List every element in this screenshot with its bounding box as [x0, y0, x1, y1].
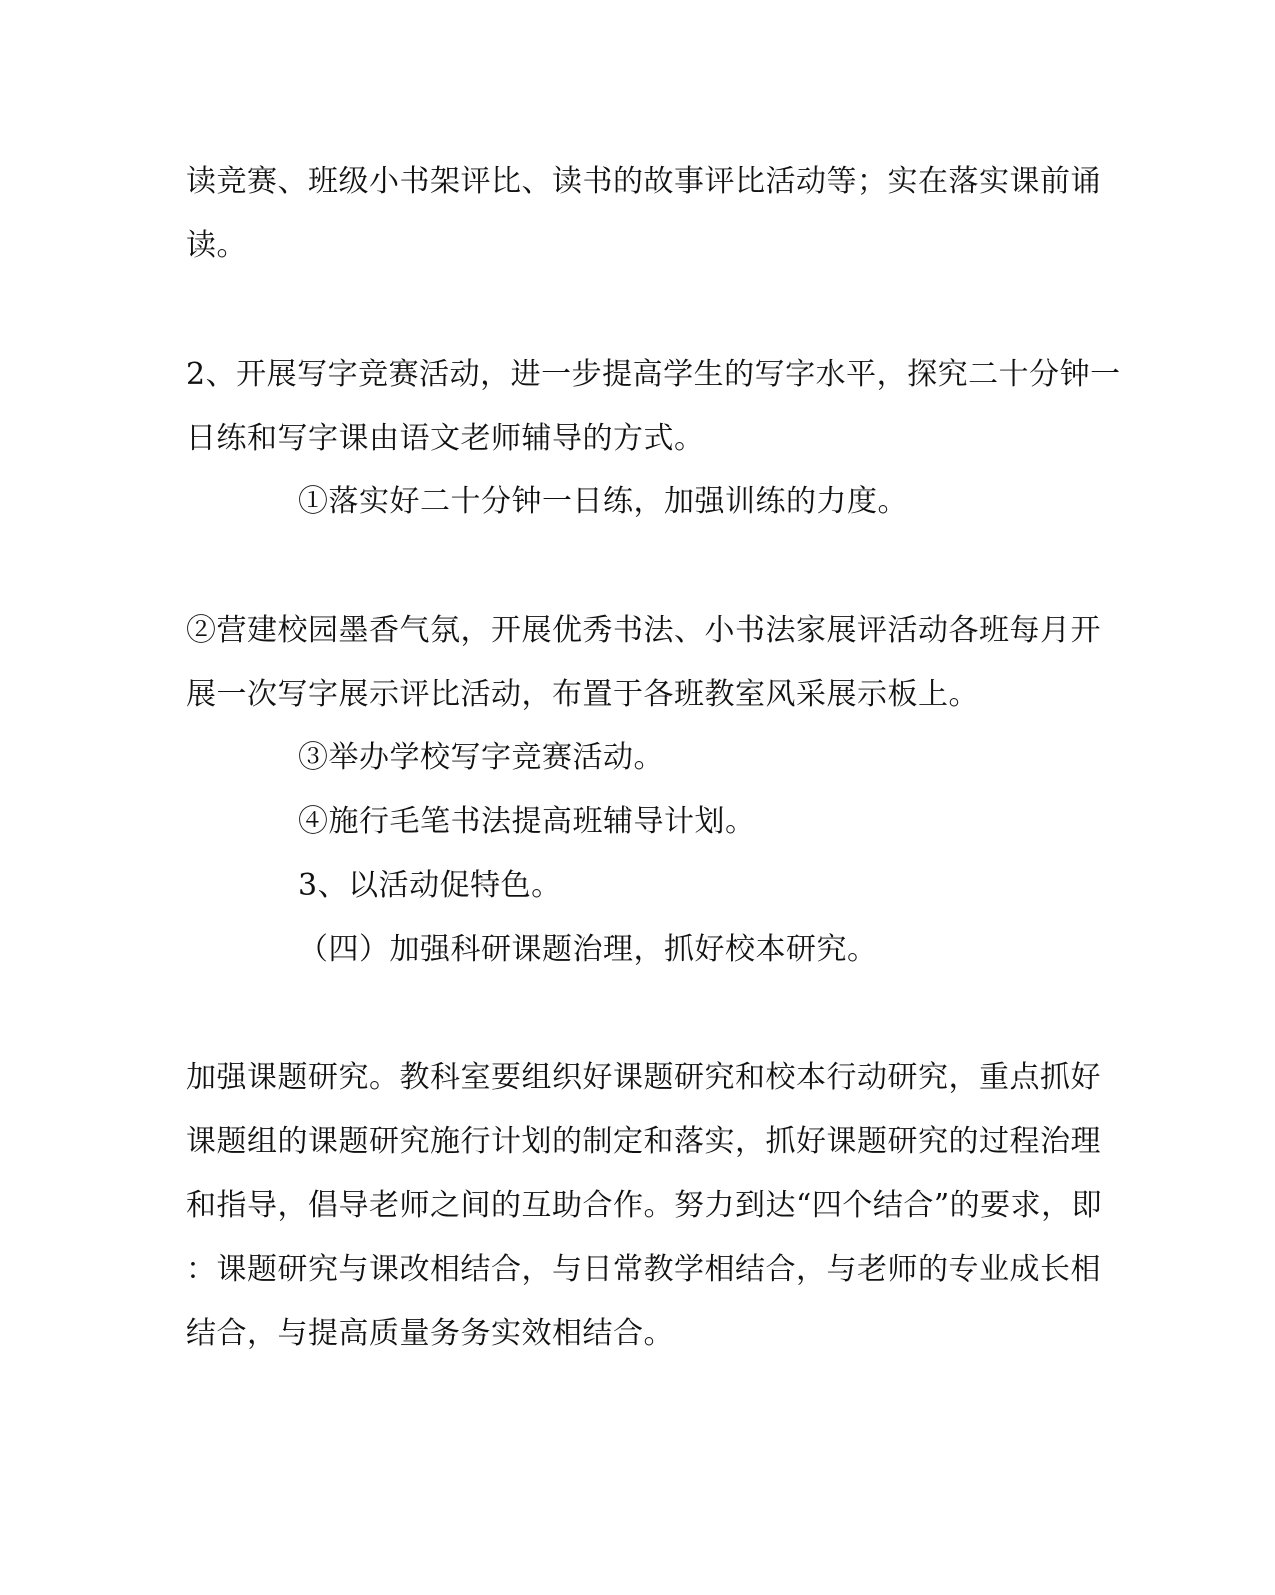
paragraph-line: 读。: [186, 228, 247, 263]
paragraph-line: 日练和写字课由语文老师辅导的方式。: [186, 421, 705, 456]
paragraph-line: 结合，与提高质量务务实效相结合。: [186, 1316, 674, 1351]
paragraph-line: 展一次写字展示评比活动，布置于各班教室风采展示板上。: [186, 677, 979, 712]
paragraph-line: ：课题研究与课改相结合，与日常教学相结合，与老师的专业成长相: [186, 1252, 1101, 1287]
paragraph-line: 2、开展写字竞赛活动，进一步提高学生的写字水平，探究二十分钟一: [186, 357, 1121, 392]
list-item-line: ④施行毛笔书法提高班辅导计划。: [298, 804, 756, 839]
section-heading: （四）加强科研课题治理，抓好校本研究。: [298, 932, 878, 967]
list-item-line: ②营建校园墨香气氛，开展优秀书法、小书法家展评活动各班每月开: [186, 613, 1101, 648]
paragraph-line: 3、以活动促特色。: [298, 868, 562, 903]
list-item-line: ①落实好二十分钟一日练，加强训练的力度。: [298, 484, 908, 519]
paragraph-line: 和指导，倡导老师之间的互助合作。努力到达“四个结合”的要求，即: [186, 1188, 1103, 1223]
paragraph-line: 加强课题研究。教科室要组织好课题研究和校本行动研究，重点抓好: [186, 1060, 1101, 1095]
list-item-line: ③举办学校写字竞赛活动。: [298, 740, 664, 775]
paragraph-line: 读竞赛、班级小书架评比、读书的故事评比活动等；实在落实课前诵: [186, 164, 1101, 199]
paragraph-line: 课题组的课题研究施行计划的制定和落实，抓好课题研究的过程治理: [186, 1124, 1101, 1159]
